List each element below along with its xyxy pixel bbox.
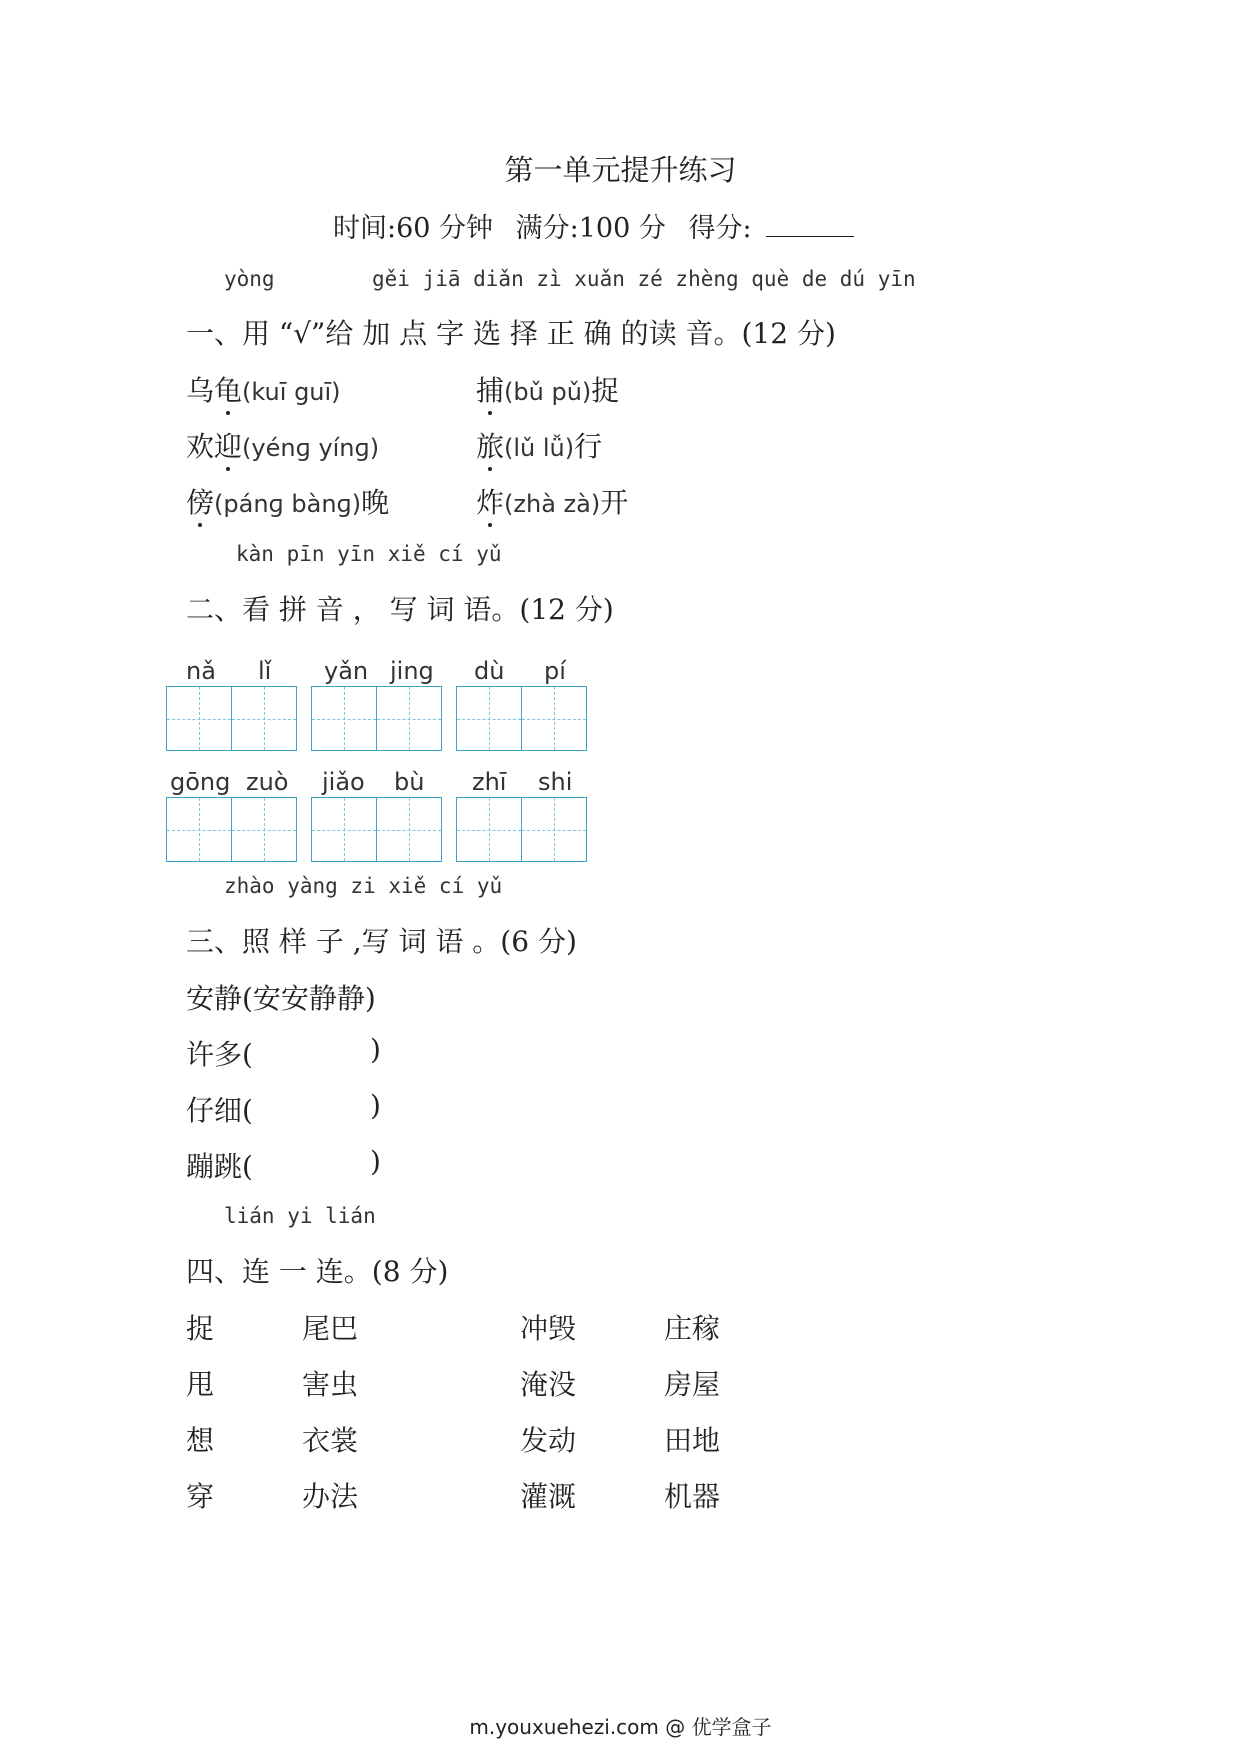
q3-item-2-close: ) <box>370 1089 381 1122</box>
q4-left-noun[interactable]: 办法 <box>302 1480 359 1513</box>
q1-options[interactable]: (bǔ pǔ) <box>504 378 592 406</box>
q2-writing-grid-5[interactable] <box>311 797 442 862</box>
q1-options[interactable]: (kuī guī) <box>242 378 341 406</box>
q2-word-1-py1: nǎ <box>186 657 216 685</box>
q2-word-4-py2: zuò <box>246 768 289 796</box>
q2-word-3-py2: pí <box>544 657 566 685</box>
q1-item-6 <box>476 481 628 521</box>
q3-answer-blank-1[interactable] <box>262 1033 362 1067</box>
q2-word-4-py1: gōng <box>170 768 231 796</box>
q1-item-post: 开 <box>600 486 629 519</box>
q2-word-2-py1: yǎn <box>324 657 369 685</box>
q2-word-5-py1: jiǎo <box>322 768 365 796</box>
q1-options[interactable]: (yénɡ yínɡ) <box>242 434 380 462</box>
q4-right-noun[interactable]: 机器 <box>664 1480 721 1513</box>
grid-cell[interactable] <box>232 687 297 750</box>
q1-pinyin-rest: gěi jiā diǎn zì xuǎn zé zhèng què de dú yīn <box>372 267 916 291</box>
q2-word-5-py2: bù <box>394 768 425 796</box>
q4-right-noun[interactable]: 庄稼 <box>664 1312 721 1345</box>
q1-item-post: 晚 <box>361 486 390 519</box>
q1-dotted-char: 傍 <box>186 486 215 519</box>
q1-item-3 <box>186 425 379 465</box>
q1-dotted-char: 旅 <box>476 430 505 463</box>
q1-options[interactable]: (zhà zà) <box>504 490 601 518</box>
grid-cell[interactable] <box>167 687 232 750</box>
q1-dotted-char: 炸 <box>476 486 505 519</box>
grid-cell[interactable] <box>457 687 522 750</box>
q3-item-1: 许多( <box>186 1038 253 1071</box>
q2-word-1-py2: lǐ <box>258 657 272 685</box>
q4-left-noun[interactable]: 害虫 <box>302 1368 359 1401</box>
q4-right-noun[interactable]: 田地 <box>664 1424 721 1457</box>
q1-item-2 <box>476 369 619 409</box>
q3-item-3-close: ) <box>370 1145 381 1178</box>
grid-cell[interactable] <box>312 798 377 861</box>
q1-label: 一、用 “√”给 加 点 字 选 择 正 确 的读 音。 <box>186 317 742 350</box>
q4-right-verb[interactable]: 灌溉 <box>520 1480 577 1513</box>
q4-left-verb[interactable]: 想 <box>186 1424 215 1457</box>
q4-right-verb[interactable]: 冲毁 <box>520 1312 577 1345</box>
q1-item-1 <box>186 369 341 409</box>
q3-item-1-close: ) <box>370 1033 381 1066</box>
q1-item-pre: 乌 <box>186 374 215 407</box>
q2-word-6-py2: shi <box>538 768 573 796</box>
q3-answer-blank-2[interactable] <box>262 1089 362 1123</box>
q4-right-verb[interactable]: 淹没 <box>520 1368 577 1401</box>
q2-word-2-py2: jing <box>390 657 434 685</box>
grid-cell[interactable] <box>232 798 297 861</box>
q4-left-noun[interactable]: 衣裳 <box>302 1424 359 1457</box>
q2-writing-grid-4[interactable] <box>166 797 297 862</box>
q4-left-noun[interactable]: 尾巴 <box>302 1312 359 1345</box>
q1-dotted-char: 龟 <box>214 374 243 407</box>
q2-writing-grid-3[interactable] <box>456 686 587 751</box>
q1-item-pre: 欢 <box>186 430 215 463</box>
page-title: 第一单元提升练习 <box>504 153 737 187</box>
q3-answer-blank-3[interactable] <box>262 1145 362 1179</box>
q1-points: (12 分) <box>741 317 836 350</box>
q2-heading: 二、看 拼 音 ， 写 词 语。(12 分) <box>186 593 614 626</box>
full-score: 满分:100 分 <box>515 213 666 244</box>
time-limit: 时间:60 分钟 <box>333 213 494 244</box>
grid-cell[interactable] <box>522 798 587 861</box>
q4-right-verb[interactable]: 发动 <box>520 1424 577 1457</box>
q4-left-verb[interactable]: 穿 <box>186 1480 215 1513</box>
q1-heading <box>186 312 836 352</box>
q1-options[interactable]: (pánɡ bànɡ) <box>214 490 362 518</box>
grid-cell[interactable] <box>312 687 377 750</box>
q3-pinyin: zhào yàng zi xiě cí yǔ <box>224 874 503 898</box>
q3-item-2: 仔细( <box>186 1094 253 1127</box>
q2-writing-grid-2[interactable] <box>311 686 442 751</box>
q3-item-3: 蹦跳( <box>186 1150 253 1183</box>
grid-cell[interactable] <box>377 687 442 750</box>
q1-dotted-char: 迎 <box>214 430 243 463</box>
q3-example: 安静(安安静静) <box>186 982 376 1015</box>
q1-item-4 <box>476 425 602 465</box>
grid-cell[interactable] <box>457 798 522 861</box>
footer-watermark: m.youxuehezi.com @ 优学盒子 <box>469 1715 772 1739</box>
grid-cell[interactable] <box>377 798 442 861</box>
q4-left-verb[interactable]: 甩 <box>186 1368 215 1401</box>
score-blank[interactable] <box>766 214 854 237</box>
q2-writing-grid-1[interactable] <box>166 686 297 751</box>
q1-item-5 <box>186 481 389 521</box>
q2-pinyin: kàn pīn yīn xiě cí yǔ <box>236 542 502 566</box>
q4-right-noun[interactable]: 房屋 <box>664 1368 721 1401</box>
q2-word-6-py1: zhī <box>472 768 507 796</box>
q2-word-3-py1: dù <box>474 657 505 685</box>
q3-heading: 三、照 样 子 ,写 词 语 。(6 分) <box>186 925 577 958</box>
q1-dotted-char: 捕 <box>476 374 505 407</box>
q1-item-post: 行 <box>574 430 603 463</box>
q1-item-post: 捉 <box>591 374 620 407</box>
q4-heading: 四、连 一 连。(8 分) <box>186 1255 449 1288</box>
q1-options[interactable]: (lǔ lǚ) <box>504 434 575 462</box>
grid-cell[interactable] <box>522 687 587 750</box>
score-label: 得分: <box>688 213 752 244</box>
q1-pinyin-yong: yòng <box>224 267 275 291</box>
q4-pinyin: lián yi lián <box>224 1204 376 1228</box>
exam-meta <box>333 206 868 245</box>
grid-cell[interactable] <box>167 798 232 861</box>
q2-writing-grid-6[interactable] <box>456 797 587 862</box>
q4-left-verb[interactable]: 捉 <box>186 1312 215 1345</box>
